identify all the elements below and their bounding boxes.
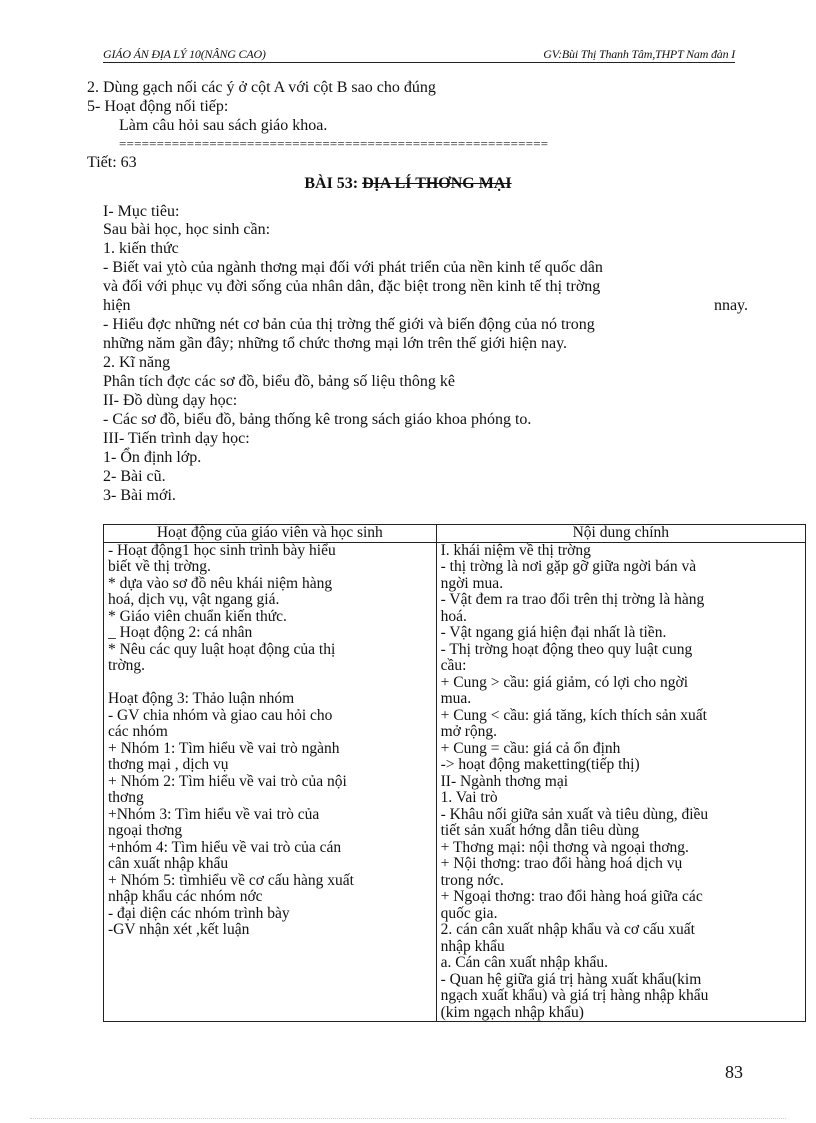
content-line: II- Ngành thơng mại: [440, 772, 569, 790]
activity-line: * dựa vào sơ đồ nêu khái niệm hàng: [108, 574, 333, 592]
content-line: a. Cán cân xuất nhập khẩu.: [440, 954, 609, 971]
body-line: 2. Kĩ năng: [103, 354, 171, 371]
content-line: ngời mua.: [440, 574, 504, 592]
activity-line: thơng: [108, 789, 144, 806]
body-line: I- Mục tiêu:: [103, 203, 180, 220]
body-line: II- Đồ dùng dạy học:: [103, 392, 238, 409]
intro-line-1: 2. Dùng gạch nối các ý ở cột A với cột B sao cho đúng: [87, 79, 436, 96]
activity-line: nhập khẩu các nhóm nớc: [108, 888, 263, 905]
body-line: 1. kiến thức: [103, 240, 179, 257]
content-line: + Ngoại thơng: trao đổi hàng hoá giữa các: [440, 888, 703, 905]
content-line: + Thơng mại: nội thơng và ngoại thơng.: [440, 838, 689, 856]
content-line: ngạch xuất khẩu) và giá trị hàng nhập khẩu: [440, 987, 709, 1004]
separator-line: =========================================================: [119, 136, 549, 151]
content-line: - Thị trờng hoạt động theo quy luật cung: [440, 640, 693, 658]
lesson-title-name: ĐỊA LÍ THƠNG MẠI: [362, 175, 512, 192]
activity-line: +Nhóm 3: Tìm hiểu về vai trò của: [108, 805, 320, 823]
activity-line: thơng mại , dịch vụ: [108, 756, 229, 773]
activity-line: Hoạt động 3: Thảo luận nhóm: [108, 690, 295, 707]
content-line: trong nớc.: [440, 871, 504, 889]
activity-line: các nhóm: [108, 723, 168, 740]
content-line: hoá.: [440, 607, 467, 625]
teacher-student-activities-cell: [104, 542, 437, 1022]
content-line: - Vật đem ra trao đổi trên thị trờng là hàng: [440, 591, 705, 608]
activity-line: * Giáo viên chuẩn kiến thức.: [108, 607, 287, 625]
content-line: mua.: [440, 690, 472, 707]
lesson-title: [0, 175, 816, 193]
activity-line: +nhóm 4: Tìm hiểu về vai trò của cán: [108, 838, 342, 856]
content-line: - Khâu nối giữa sản xuất và tiêu dùng, điều: [440, 805, 709, 823]
body-line: Phân tích đợc các sơ đồ, biểu đồ, bảng số liệu thông kê: [103, 373, 455, 390]
content-line: cầu:: [440, 657, 467, 674]
body-line: 2- Bài cũ.: [103, 468, 166, 485]
header-right-text: GV:Bùi Thị Thanh Tâm,THPT Nam đàn I: [543, 47, 735, 61]
activity-line: + Nhóm 1: Tìm hiểu về vai trò ngành: [108, 739, 340, 757]
content-line: I. khái niệm về thị trờng: [440, 541, 591, 559]
activity-line: + Nhóm 2: Tìm hiểu về vai trò của nội: [108, 772, 347, 790]
content-line: -> hoạt động maketting(tiếp thị): [440, 756, 640, 773]
content-line: (kim ngạch nhập khẩu): [440, 1003, 584, 1021]
activity-line: [108, 675, 432, 692]
activity-line: - đại diện các nhóm trình bày: [108, 904, 290, 922]
content-line: + Cung = cầu: giá cả ổn định: [440, 739, 621, 757]
body-line-justified: [103, 297, 748, 315]
content-line: - thị trờng là nơi gặp gỡ giữa ngời bán và: [440, 558, 697, 575]
body-line: - Các sơ đồ, biểu đồ, bảng thống kê trong sách giáo khoa phóng to.: [103, 411, 532, 428]
table-header-right: Nội dung chính: [436, 525, 805, 543]
body-line: những năm gần đây; những tổ chức thơng mại lớn trên thế giới hiện nay.: [103, 335, 568, 352]
activity-line: - Hoạt động1 học sinh trình bày hiểu: [108, 541, 336, 559]
body-line: - Biết vai ỵtò của ngành thơng mại đối với phát triển của nền kinh tế quốc dân: [103, 259, 603, 276]
body-line: - Hiểu đợc những nét cơ bản của thị trờng thế giới và biến động của nó trong: [103, 316, 595, 333]
intro-line-3: Làm câu hỏi sau sách giáo khoa.: [119, 117, 328, 134]
content-line: nhập khẩu: [440, 937, 505, 955]
content-line: - Quan hệ giữa giá trị hàng xuất khẩu(kim: [440, 970, 702, 988]
activity-line: + Nhóm 5: tìmhiểu về cơ cấu hàng xuất: [108, 871, 354, 889]
page-number: 83: [725, 1062, 743, 1082]
content-line: quốc gia.: [440, 904, 498, 922]
content-line: mở rộng.: [440, 723, 498, 740]
table-header-left: Hoạt động của giáo viên và học sinh: [104, 525, 437, 543]
body-line: 1- Ổn định lớp.: [103, 449, 202, 466]
activity-line: - GV chia nhóm và giao cau hỏi cho: [108, 706, 333, 724]
content-line: 2. cán cân xuất nhập khẩu và cơ cấu xuất: [440, 921, 695, 938]
body-line-part: nnay.: [713, 297, 748, 314]
content-line: - Vật ngang giá hiện đại nhất là tiền.: [440, 624, 667, 641]
body-line: và đối với phục vụ đời sống của nhân dân, đặc biệt trong nền kinh tế thị trờng: [103, 278, 601, 295]
main-content-cell: [436, 542, 805, 1022]
table-row: [104, 542, 806, 1022]
activity-line: cân xuất nhập khẩu: [108, 855, 229, 872]
activity-line: biết về thị trờng.: [108, 558, 211, 575]
header-left-text: GIÁO ÁN ĐỊA LÝ 10(NÂNG CAO): [103, 47, 266, 61]
intro-line-2: 5- Hoạt động nối tiếp:: [87, 98, 229, 115]
content-line: + Nội thơng: trao đổi hàng hoá dịch vụ: [440, 855, 683, 872]
body-line: 3- Bài mới.: [103, 487, 176, 504]
body-line: III- Tiến trình dạy học:: [103, 430, 250, 447]
activity-line: ngoại thơng: [108, 822, 183, 839]
activity-line: hoá, dịch vụ, vật ngang giá.: [108, 591, 280, 608]
content-line: + Cung > cầu: giá giảm, có lợi cho ngời: [440, 673, 689, 691]
content-line: + Cung < cầu: giá tăng, kích thích sản xuất: [440, 706, 707, 724]
activity-line: trờng.: [108, 657, 146, 674]
activity-line: _ Hoạt động 2: cá nhân: [108, 624, 253, 641]
bottom-dotted-divider: [30, 1118, 786, 1119]
body-line-part: hiện: [103, 297, 131, 314]
body-line: Sau bài học, học sinh cần:: [103, 221, 271, 238]
content-line: tiết sản xuất hớng dẫn tiêu dùng: [440, 822, 640, 839]
activity-line: -GV nhận xét ,kết luận: [108, 921, 250, 938]
lesson-title-prefix: BÀI 53:: [304, 175, 363, 192]
table-header-row: [104, 525, 806, 543]
lesson-table: [103, 524, 806, 1022]
content-line: 1. Vai trò: [440, 789, 498, 806]
lesson-period: Tiết: 63: [87, 154, 137, 171]
activity-line: * Nêu các quy luật hoạt động của thị: [108, 640, 336, 658]
page-header: [103, 44, 735, 63]
